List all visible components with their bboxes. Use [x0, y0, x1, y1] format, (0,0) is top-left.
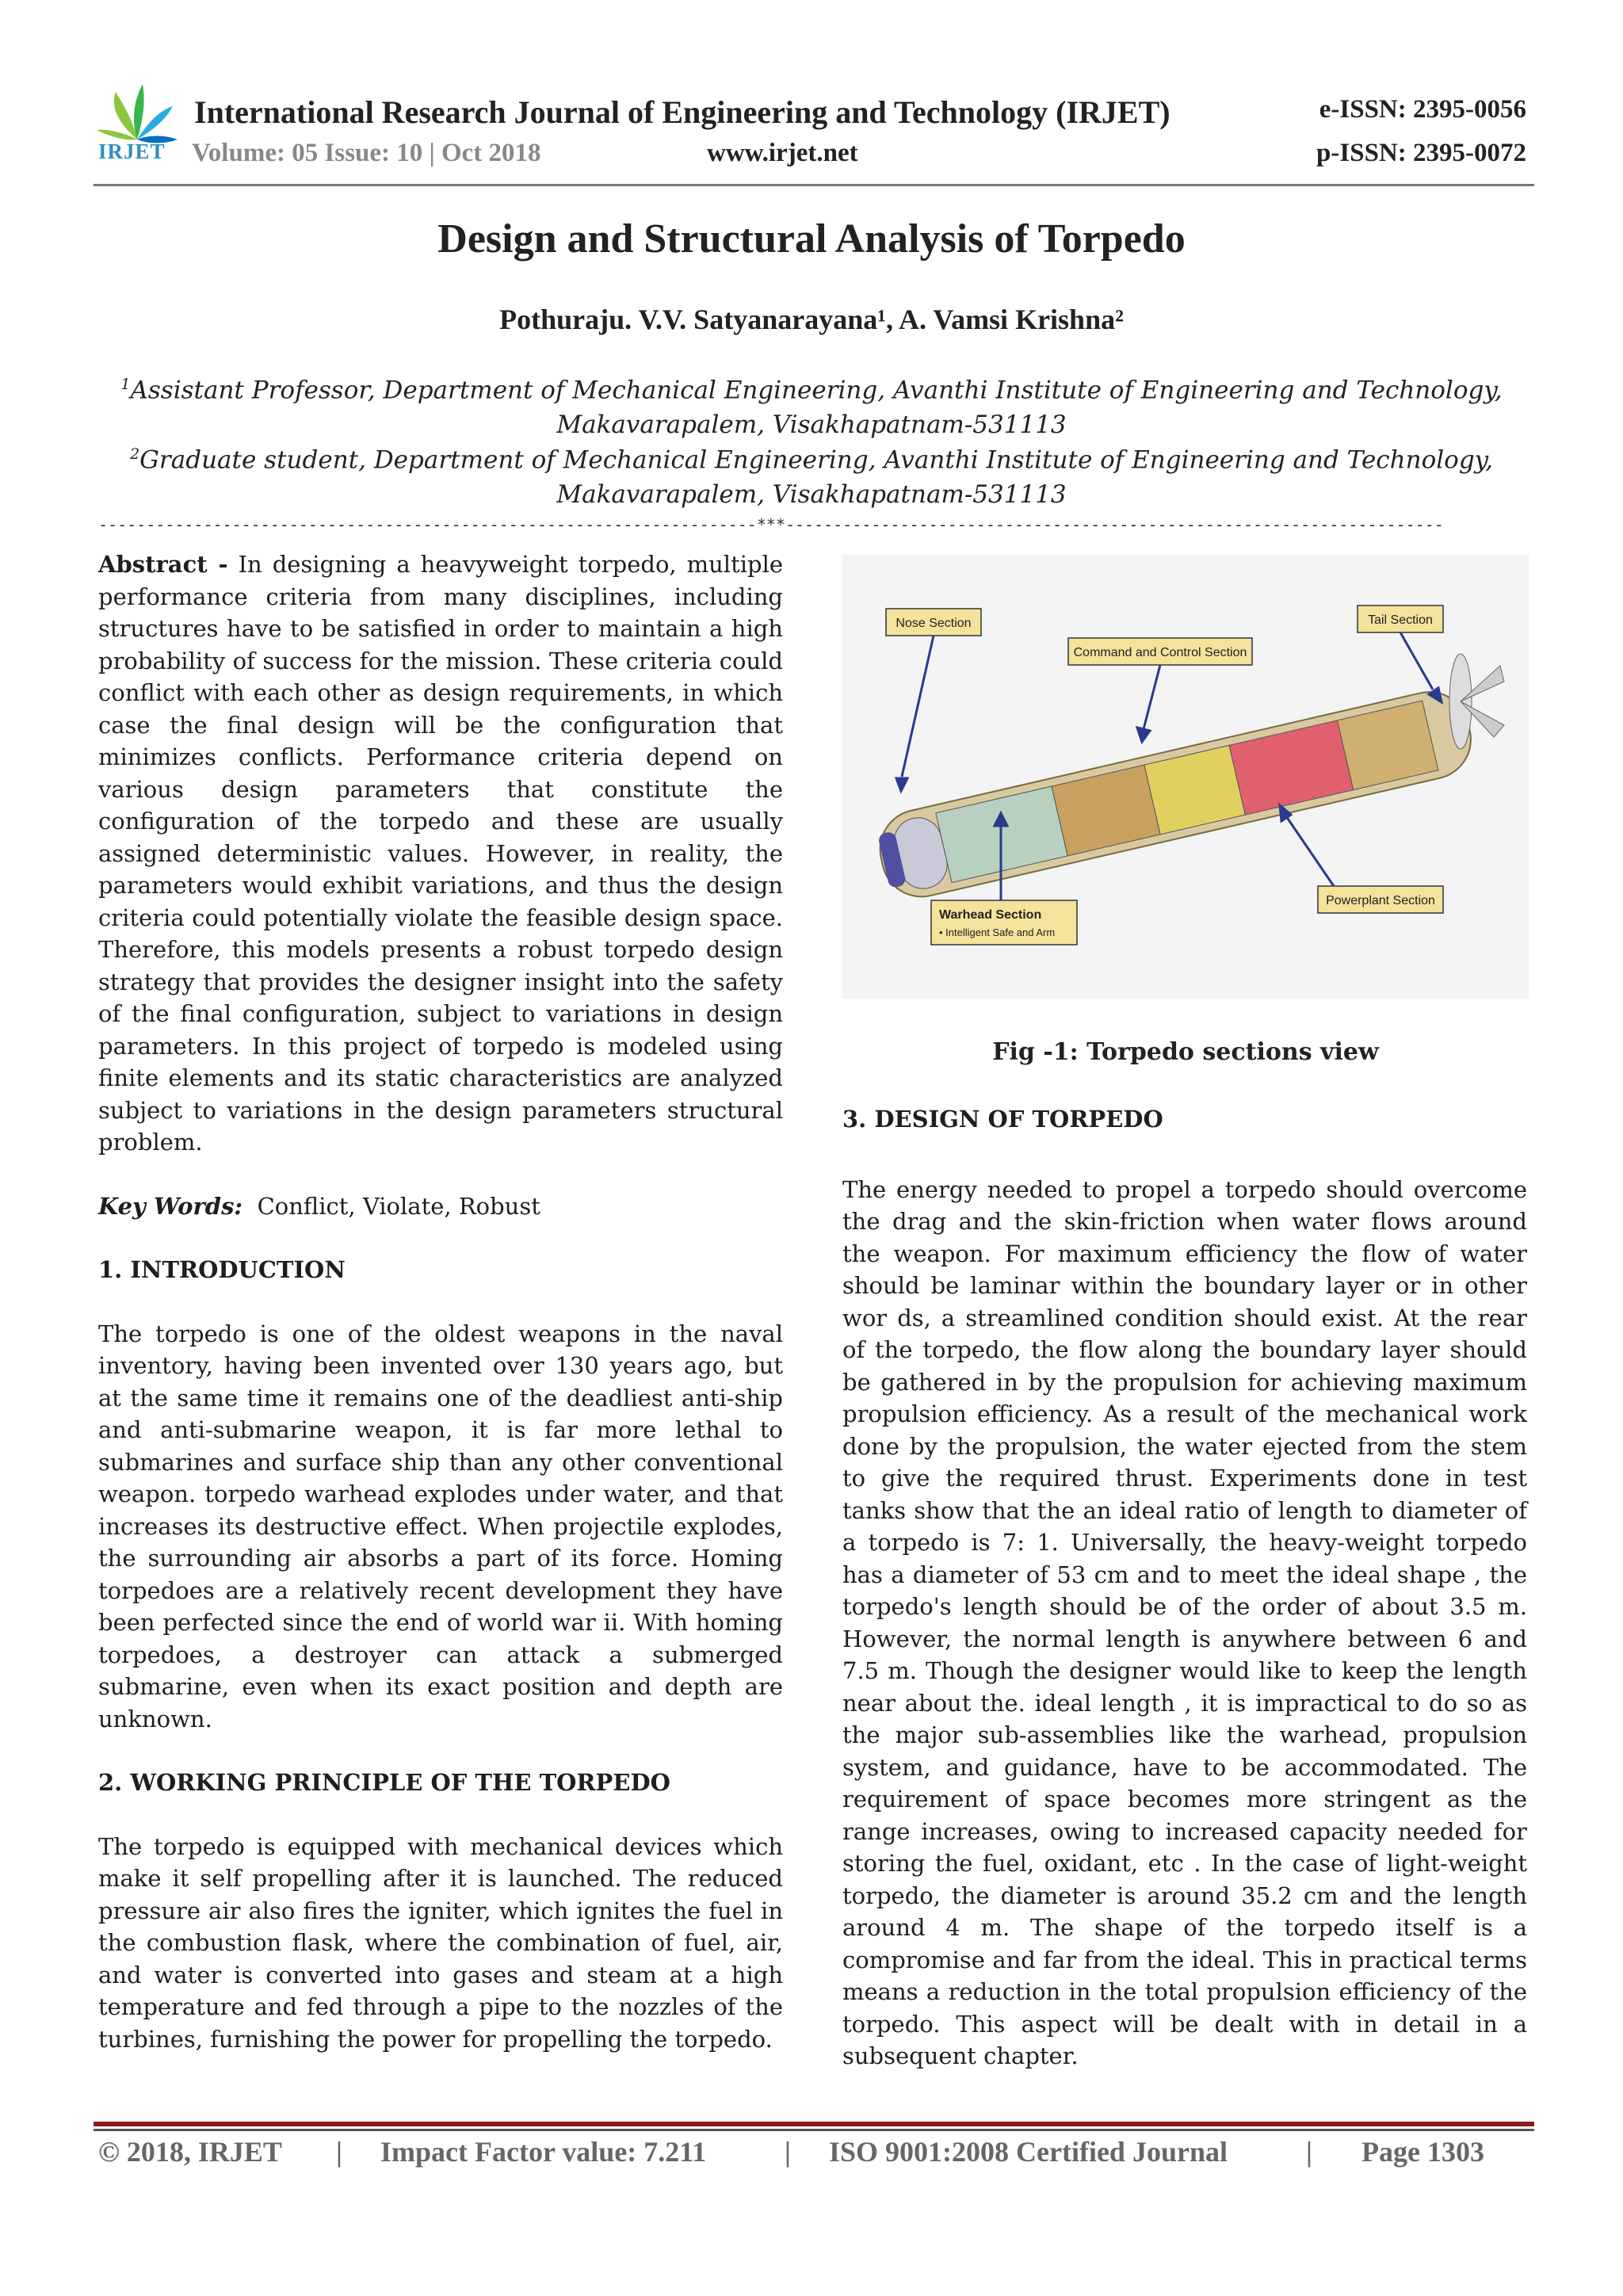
affiliation-1-marker: 1 [120, 376, 131, 393]
keywords: Key Words: Conflict, Violate, Robust [98, 1192, 540, 1220]
powerplant-label: Powerplant Section [1326, 894, 1435, 907]
intro-heading: 1. INTRODUCTION [98, 1256, 346, 1283]
working-text: The torpedo is equipped with mechanical devices which make it self propelling after it is launched. The reduced pressure air also fires the igniter, which ignites the fuel in the combustion flask, where the combination of fuel, air, and water is converted into gases and steam at a high temperature and fed through a pipe to the nozzles of the turbines, furnishing the power for propelling the torpedo. [98, 1832, 783, 2053]
affiliation-1-line-2: Makavarapalem, Visakhapatnam-531113 [556, 411, 1067, 439]
header-rule [94, 184, 1534, 186]
warhead-label: Warhead Section [939, 908, 1042, 922]
abstract-label: Abstract - [98, 551, 228, 578]
footer-iso: ISO 9001:2008 Certified Journal [829, 2136, 1228, 2168]
torpedo-figure [842, 555, 1529, 999]
footer-impact-factor: Impact Factor value: 7.211 [380, 2136, 707, 2168]
affiliation-2-text: Graduate student, Department of Mechanical Engineering, Avanthi Institute of Engineering and Technology, [139, 445, 1493, 475]
footer-rule-bottom [94, 2129, 1534, 2131]
figure-caption: Fig -1: Torpedo sections view [992, 1038, 1379, 1066]
footer-copyright: © 2018, IRJET [98, 2136, 282, 2168]
affiliation-1-text: Assistant Professor, Department of Mechanical Engineering, Avanthi Institute of Engineering and Technology, [130, 376, 1503, 405]
footer-page-number: Page 1303 [1361, 2136, 1484, 2168]
p-issn: p-ISSN: 2395-0072 [1316, 139, 1526, 167]
affiliation-2-line-1 [0, 445, 1623, 474]
command-label: Command and Control Section [1073, 646, 1247, 659]
website-link[interactable]: www.irjet.net [707, 139, 858, 167]
warhead-sub-label: • Intelligent Safe and Arm [939, 926, 1056, 938]
paper-title: Design and Structural Analysis of Torpedo [437, 216, 1186, 262]
journal-name: International Research Journal of Engineering and Technology (IRJET) [194, 94, 1170, 130]
affiliation-2-line-2: Makavarapalem, Visakhapatnam-531113 [556, 480, 1067, 509]
affiliation-2-marker: 2 [130, 445, 140, 463]
design-text: The energy needed to propel a torpedo should overcome the drag and the skin-friction when water flows around the weapon. For maximum efficiency the flow of water should be laminar within the boundary layer or in other wor ds, a streamlined condition should exist. At the rear of the torpedo, the flow along the boundary layer should be gathered in by the propulsion for achieving maximum propulsion efficiency. As a result of the mechanical work done by the propulsion, the water ejected from the stem to give the required thrust. Experiments done in test tanks show that the an ideal ratio of length to diameter of a torpedo is 7: 1. Universally, the heavy-weight torpedo has a diameter of 53 cm and to meet the ideal shape , the torpedo's length should be of the order of about 3.5 m. However, the normal length is anywhere between 6 and 7.5 m. Though the designer would like to keep the length near about the. ideal length , it is impractical to do so as the major sub-assemblies like the warhead, propulsion system, and guidance, have to be accommodated. The requirement of space becomes more stringent as the range increases, owing to increased capacity needed for storing the fuel, oxidant, etc . In the case of light-weight torpedo, the diameter is around 35.2 cm and the length around 4 m. The shape of the torpedo itself is a compromise and far from the ideal. This in practical terms means a reduction in the total propulsion efficiency of the torpedo. This aspect will be dealt with in detail in a subsequent chapter. [842, 1175, 1527, 2069]
affiliation-1-line-1 [0, 376, 1623, 404]
left-column [98, 548, 783, 2055]
footer-separator-1: | [336, 2136, 342, 2168]
right-column [842, 1103, 1527, 2073]
keywords-text: Conflict, Violate, Robust [257, 1192, 540, 1220]
working-heading: 2. WORKING PRINCIPLE OF THE TORPEDO [98, 1769, 670, 1796]
abstract [98, 548, 783, 1159]
tail-label: Tail Section [1368, 613, 1433, 627]
nose-label: Nose Section [896, 617, 972, 630]
volume-issue: Volume: 05 Issue: 10 | Oct 2018 [192, 139, 541, 167]
design-heading: 3. DESIGN OF TORPEDO [842, 1106, 1163, 1133]
logo-text: IRJET [98, 139, 166, 163]
section-separator: ---------------------------------------------------------------------***--------------------------------------------------------------------- [98, 515, 1444, 534]
footer-separator-3: | [1306, 2136, 1312, 2168]
intro-text: The torpedo is one of the oldest weapons in the naval inventory, having been invented over 130 years ago, but at the same time it remains one of the deadliest anti-ship and anti-submarine weapon, it is far more lethal to submarines and surface ship than any other conventional weapon. torpedo warhead explodes under water, and that increases its destructive effect. When projectile explodes, the surrounding air absorbs a part of its force. Homing torpedoes are a relatively recent development they have been perfected since the end of world war ii. With homing torpedoes, a destroyer can attack a submerged submarine, even when its exact position and depth are unknown. [98, 1320, 783, 1733]
paper-authors: Pothuraju. V.V. Satyanarayana¹, A. Vamsi Krishna² [499, 304, 1124, 335]
keywords-label: Key Words [98, 1192, 235, 1220]
footer-separator-2: | [785, 2136, 791, 2168]
e-issn: e-ISSN: 2395-0056 [1319, 95, 1526, 124]
abstract-text: In designing a heavyweight torpedo, multiple performance criteria from many disciplines, including structures have to be satisfied in order to maintain a high probability of success for the mission. These criteria could conflict with each other as design requirements, in which case the final design will be the configuration that minimizes conflicts. Performance criteria depend on various design parameters that constitute the configuration of the torpedo and these are usually assigned deterministic values. However, in reality, the parameters would exhibit variations, and thus the design criteria could potentially violate the feasible design space. Therefore, this models presents a robust torpedo design strategy that provides the designer insight into the safety of the final configuration, subject to variations in design parameters. In this project of torpedo is modeled using finite elements and its static characteristics are analyzed subject to variations in the design parameters structural problem. [98, 551, 784, 1156]
footer-rule-top [94, 2122, 1534, 2126]
